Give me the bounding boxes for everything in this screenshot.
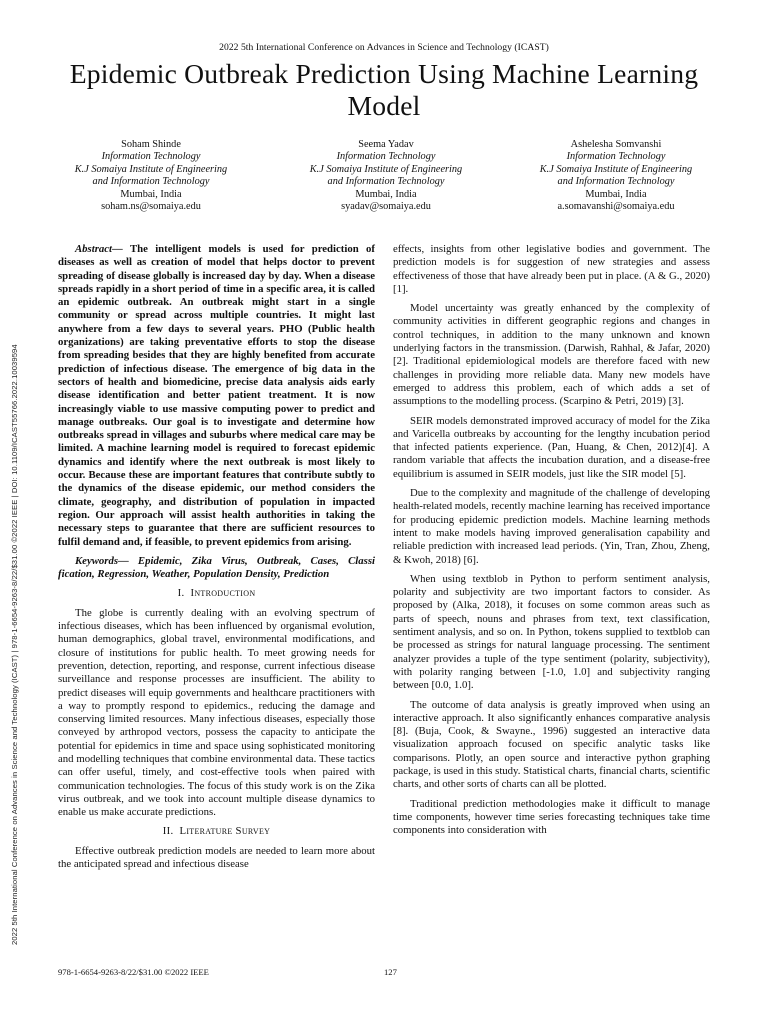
- author-dept: Information Technology: [566, 151, 666, 163]
- body-paragraph: effects, insights from other legislative bodies and government. The prediction models is for suggestion of new strategies and assess effectiveness of those that have already been put in place. (A & G., 2020) [1].: [393, 243, 710, 295]
- abstract-body: The intelligent models is used for prediction of diseases as well as creation of model that helps doctor to prevent spreading of disease globally is increased day by day. When a disease spreads rapidly in a short period of time in a specific area, it is called an epidemic outbreak. An outbreak might start in a single community or spread across multiple countries. It might last anywhere from a few days to several years. PHO (Public health organizations) are taking preventative efforts to stop the disease from spreading besides that they are highly benefited from accurate prediction of infectious disease. The emergence of big data in the sectors of health and biomedicine, precise data analysis aids early disease identification and better patient treatment. It is now increasingly viable to use massive computing power to predict and manage outbreaks. Our goal is to investigate and determine how outbreaks spread in villages and suburbs where medical care may be limited. A machine learning model is required to forecast epidemic dynamics and identify where the next outbreak is most likely to occur. Because these are important features that contribute subtly to the dynamics of the disease epidemic, our method considers the climate, geography, and distribution of population in impacted region. Our approach will assist health authorities in taking the necessary steps to guarantee that there are sufficient resources to fulfil demand and, if feasible, to prevent epidemics from arising.: [58, 243, 375, 548]
- author-city: Mumbai, India: [585, 188, 647, 200]
- footer-copyright: 978-1-6654-9263-8/22/$31.00 ©2022 IEEE: [58, 967, 209, 977]
- keywords: Keywords— Epidemic, Zika Virus, Outbreak, Cases, Classi fication, Regression, Weather, Population Density, Prediction: [58, 554, 375, 581]
- page-number: 127: [384, 967, 397, 977]
- left-column: [58, 243, 375, 877]
- author-institution-line2: and Information Technology: [327, 176, 445, 188]
- body-paragraph: The outcome of data analysis is greatly improved when using an interactive approach. It also significantly enhances comparative analysis [8]. (Buja, Cook, & Swayne., 1996) suggested an interactive data visualization approach focused on specific analytic tasks like comparisons. Plotly, an open source and interactive python graphing package, is used in this study. Statistical charts, financial charts, scientific charts, and other sorts of charts can all be plotted.: [393, 698, 710, 791]
- paper-title: Epidemic Outbreak Prediction Using Machine Learning Model: [69, 58, 699, 121]
- body-paragraph: Traditional prediction methodologies make it difficult to manage time components, however time series forecasting techniques take time components into consideration with: [393, 797, 710, 837]
- body-paragraph: SEIR models demonstrated improved accuracy of model for the Zika and Varicella outbreaks by accounting for the lengthy incubation period that infected patients experience. (Pan, Huang, & Chen, 2012)[4]. A random variable that affects the incubation duration, and a disease-free equilibrium is assumed in SEIR models, just like the SIR model [5].: [393, 414, 710, 480]
- section-heading-literature-survey: II. Literature Survey: [162, 825, 271, 838]
- author-3: [496, 139, 736, 213]
- author-email: syadav@somaiya.edu: [341, 201, 431, 213]
- author-name: Ashelesha Somvanshi: [570, 139, 662, 150]
- conference-header: 2022 5th International Conference on Advances in Science and Technology (ICAST): [219, 42, 549, 53]
- doi-side-note: 2022 5th International Conference on Advances in Science and Technology (ICAST) | 978-1-6654-9263-8/22/$31.00 ©2022 IEEE | DOI: 10.1109/ICAST55766.2022.10039594: [10, 344, 19, 945]
- author-email: a.somavanshi@somaiya.edu: [557, 201, 675, 213]
- section-heading-introduction: I. Introduction: [177, 587, 256, 600]
- abstract: [58, 243, 375, 549]
- body-paragraph: When using textblob in Python to perform sentiment analysis, polarity and subjectivity are two important factors to consider. As proposed by (Alka, 2018), it focuses on some common areas such as parts of speech, nouns and phrases from text, text classification, sentiment analysis, and so on. In Python, tokens supplied to textblob can be processed as strings for natural language processing. The sentiment analyzer provides a tuple of the type sentiment (polarity, subjectivity), with polarity ranging between [-1.0, 1.0] and subjectivity ranging between [0.0, 1.0].: [393, 572, 710, 692]
- author-name: Soham Shinde: [121, 139, 181, 150]
- literature-paragraph: Effective outbreak prediction models are needed to learn more about the anticipated spread and infectious disease: [58, 844, 375, 871]
- author-dept: Information Technology: [336, 151, 436, 163]
- abstract-label: Abstract—: [75, 243, 123, 255]
- author-institution-line2: and Information Technology: [92, 176, 210, 188]
- author-name: Seema Yadav: [358, 139, 414, 150]
- author-institution-line2: and Information Technology: [557, 176, 675, 188]
- author-email: soham.ns@somaiya.edu: [101, 201, 201, 213]
- author-institution: K.J Somaiya Institute of Engineering: [309, 163, 463, 175]
- right-column: [393, 243, 710, 843]
- introduction-paragraph: The globe is currently dealing with an evolving spectrum of infectious diseases, which has been influenced by organismal evolution, human demographics, global travel, environmental modifications, and closure of institutions for public health. To meet growing needs for prevention, detection, reporting, and response, current infectious disease surveillance and response processes are insufficient. The ability to predict diseases will equip governments and healthcare practitioners with a way to promptly respond to epidemics., reducing the damage and conserving limited resources. Many infectious diseases, especially those conveyed by arthropod vectors, possess the capacity to anticipate the potential for epidemics in time and space using sophisticated monitoring and modelling techniques that combine environmental data. These tactics can offer useful, timely, and cost-effective tools when paired with communication technologies. The focus of this study work is on the Zika virus outbreak, and we took into account multiple disease dynamics to enable us make accurate predictions.: [58, 606, 375, 819]
- body-paragraph: Due to the complexity and magnitude of the challenge of developing health-related models, recently machine learning has received importance for producing epidemic prediction models. Machine learning methods intent to make models having improved generalisation capability and reliable prediction with increased lead periods. (Yin, Tran, Zhou, Zheng, & Kwoh, 2018) [6].: [393, 487, 710, 566]
- author-1: [31, 139, 271, 213]
- author-city: Mumbai, India: [355, 188, 417, 200]
- author-institution: K.J Somaiya Institute of Engineering: [74, 163, 228, 175]
- author-2: [266, 139, 506, 213]
- author-city: Mumbai, India: [120, 188, 182, 200]
- body-paragraph: Model uncertainty was greatly enhanced by the complexity of community activities in different geographic regions and changes in control techniques, in addition to the many unknown and known underlying factors in the transmission. (Darwish, Rahhal, & Jafar, 2020)[2]. Traditional epidemiological models are therefore faced with new challenges in providing more reliable data. Many new models have emerged to address this problem, each of which adds a set of assumptions to the modelling process. (Scarpino & Petri, 2019) [3].: [393, 302, 710, 408]
- author-dept: Information Technology: [101, 151, 201, 163]
- author-institution: K.J Somaiya Institute of Engineering: [539, 163, 693, 175]
